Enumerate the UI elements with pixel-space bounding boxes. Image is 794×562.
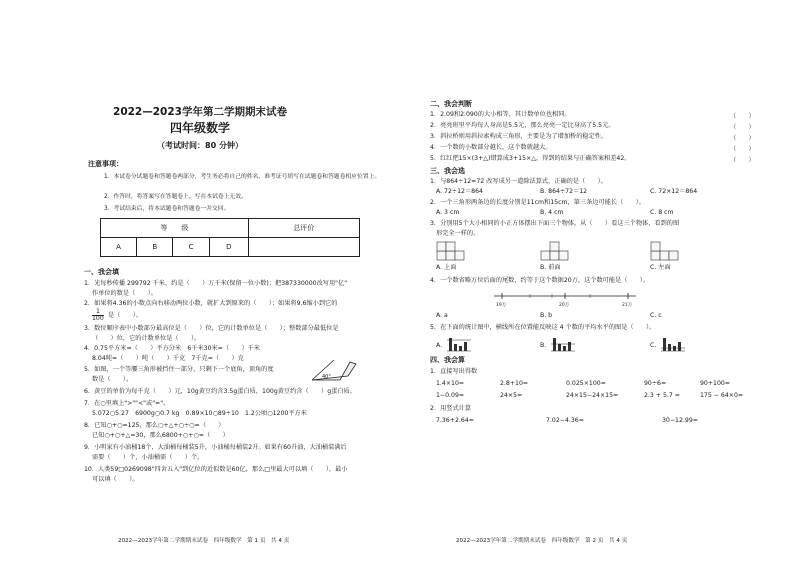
q4-line1: 4．0.75平方米=（ ）平方分米 6千米30米=（ ）千米 <box>84 345 261 352</box>
q7-line2: 5.072○5.27 6900g○0.7 kg 0.89×10○89÷10 1.2公顷○1200平方米 <box>92 410 307 417</box>
q3-line2: （ ）位，它的计数单位是（ ）。 <box>92 335 201 342</box>
q1-line2: 作单位的数是（ ）。 <box>92 290 157 297</box>
grade-a: A <box>101 238 137 257</box>
q3-line1: 3．数位顺序表中小数部分最高位是（ ）位，它的计数单位是（ ）；整数部分最低位是 <box>84 325 339 332</box>
notes-title: 注意事项： <box>88 160 123 168</box>
choice-5-c[interactable]: C. <box>650 342 657 349</box>
tick-19: 19万 <box>496 303 507 308</box>
choice-5: 5．在下面的统计图中，横线所在位置能反映这 4 个数的平均水平的图是（ ）。 <box>430 324 656 331</box>
calc-r2-c5: 175 − 64×0= <box>700 392 744 399</box>
grade-table <box>100 218 360 257</box>
judge-2-mark[interactable]: （ ） <box>730 124 755 131</box>
calc-r2-c3: 24×15−24×15= <box>566 392 619 399</box>
q1-line1: 1．光每秒传播 299792 千米，约是（ ）万千米(保留一位小数)；把387330000改写用"亿" <box>84 280 348 287</box>
choice-5-a[interactable]: A. <box>436 342 443 349</box>
choice-1-c[interactable]: C. 72×12＝864 <box>650 188 698 195</box>
q7-line1: 7．在○里填上">""<"或"="。 <box>84 400 170 407</box>
calc-r1-c2: 2.8+10= <box>500 380 529 387</box>
q5-line2: 数是（ ）。 <box>92 376 133 383</box>
choice-3-c[interactable]: C. 左面 <box>650 264 671 271</box>
choice-2-b[interactable]: B. 4 cm <box>540 209 564 216</box>
q9-line1: 9．小明家有小油桶18个，大油桶每桶装5升，小油桶每桶装2升。如果有60升油，大油桶装满后 <box>84 444 347 451</box>
q6: 6．黄豆的单价为每千克（ ）元，10g黄豆约含3.5g蛋白质，100g黄豆约含（ ）g蛋白质。 <box>84 388 356 395</box>
grade-c: C <box>173 238 210 257</box>
choice-5-b[interactable]: B. <box>540 342 547 349</box>
section-choose: 三、我会选 <box>430 167 465 175</box>
note-3: 3．考试结束后，将本试题卷和答题卷一并交回。 <box>104 206 230 212</box>
exam-time: （考试时间：80 分钟） <box>157 141 243 150</box>
q2-line2: 是（ ）。 <box>108 312 143 319</box>
q10-line2: 可以填（ ）。 <box>92 476 139 483</box>
judge-1: 1．2.09和2.090的大小相等，其计数单位也相同。 <box>430 111 571 118</box>
note-1: 1．本试卷分试题卷和答题卷两部分，考生务必将自己的姓名、准考证号填写在试题卷和答题卷相应位置上。 <box>104 174 381 180</box>
choice-3-line2: 形完全一样的。 <box>436 230 480 237</box>
bar-chart-b <box>550 334 576 352</box>
exam-title: 2022—2023学年第二学期期末试卷 <box>113 106 287 118</box>
judge-5-mark[interactable]: （ ） <box>730 157 755 164</box>
vertical-2: 7.02−4.36= <box>546 417 584 424</box>
grade-b: B <box>137 238 173 257</box>
choice-1: 1．与864÷12=72 改写成另一道除法算式，正确的是（ ）。 <box>430 178 607 185</box>
choice-4-a[interactable]: A. a <box>436 312 448 319</box>
grade-header: 等 级 <box>101 219 249 238</box>
choice-2-c[interactable]: C. 8 cm <box>650 209 674 216</box>
q2-fraction <box>92 309 104 322</box>
fraction-numerator: 1 <box>95 308 100 315</box>
total-cell[interactable] <box>248 238 359 257</box>
judge-1-mark[interactable]: （ ） <box>730 113 755 120</box>
right-page <box>400 0 794 562</box>
calc-direct-title: 1．直接写出得数 <box>430 368 478 375</box>
judge-2: 2．亮亮班里平均每人身高是5.5元，那么亮亮一定比身高了5.5元。 <box>430 122 615 129</box>
grade-d: D <box>209 238 248 257</box>
calc-r1-c5: 90+100= <box>700 380 731 387</box>
section-fill: 一、我会填 <box>84 268 119 276</box>
vertical-3: 30−12.99= <box>662 417 698 424</box>
cubes-figure-3 <box>650 240 680 262</box>
judge-3-mark[interactable]: （ ） <box>730 135 755 142</box>
number-line <box>490 288 640 308</box>
note-2: 2．作答时，将答案写在答题卷上，写在本试卷上无效。 <box>104 194 247 200</box>
calc-r2-c1: 1−0.09= <box>436 392 465 399</box>
judge-4-mark[interactable]: （ ） <box>730 146 755 153</box>
choice-1-a[interactable]: A. 72÷12＝864 <box>436 188 483 195</box>
calc-r1-c1: 1.4×10= <box>436 380 465 387</box>
q8-line1: 8．已知○+○=125，那么○+△+○÷○=（ ） <box>84 422 225 429</box>
q9-line2: 需要（ ）个，小油桶需（ ）个。 <box>92 454 204 461</box>
calc-r2-c2: 24×5= <box>500 392 523 399</box>
angle-label: 40° <box>322 374 331 380</box>
section-calc: 四、我会算 <box>430 356 465 364</box>
choice-4-c[interactable]: C. c <box>650 312 662 319</box>
fraction-denominator: 100 <box>92 315 104 322</box>
judge-3: 3．斜拉桥则用斜拉索构成三角形，主要是为了增加桥的稳定性。 <box>430 133 608 140</box>
choice-3-line1: 3．分别用5个大小相同的小正方体摆出下面三个物体，从（ ）看这三个物体，看到的图 <box>430 220 680 227</box>
choice-2-a[interactable]: A. 3 cm <box>436 209 460 216</box>
calc-r1-c3: 0.025×100= <box>566 380 606 387</box>
subject-title: 四年级数学 <box>169 121 230 135</box>
choice-3-b[interactable]: B. 前面 <box>540 264 561 271</box>
vertical-1: 7.36+2.64= <box>436 417 474 424</box>
tick-20: 20万 <box>559 303 570 308</box>
bar-chart-a <box>446 334 472 352</box>
cubes-figure-2 <box>540 240 570 262</box>
choice-3-a[interactable]: A. 上面 <box>436 264 457 271</box>
judge-4: 4．一个数的小数部分越长，这个数就越大。 <box>430 144 552 151</box>
cubes-figure-1 <box>436 240 466 262</box>
q4-line2: 8.04吨=（ ）吨（ ）千克 7千克=（ ）克 <box>92 355 244 362</box>
choice-4-b[interactable]: B. b <box>540 312 553 319</box>
tick-21: 21万 <box>622 303 633 308</box>
calc-r2-c4: 2.3 + 5.7 = <box>644 392 680 399</box>
triangle-figure <box>310 356 358 382</box>
q5-line1: 5．如图，一个等腰三角形被挡住一部分，只剩下一个底角，顶角的度 <box>84 366 274 373</box>
left-footer: 2022—2023学年第二学期期末试卷 四年级数学 第 1 页 共 4 页 <box>118 538 290 544</box>
q8-line2: 已知○+○+△=30，那么6800+○+○=（ ） <box>92 432 229 439</box>
calc-vertical-title: 2．用竖式计算 <box>430 405 472 412</box>
bar-chart-c <box>660 334 686 352</box>
q2-line1: 2．如果将4.36的小数点向右移动两位小数，就扩大到原来的（ ）；如果将9.6缩小到它的 <box>84 300 338 307</box>
right-footer: 2022—2023学年第二学期期末试卷 四年级数学 第 2 页 共 4 页 <box>456 538 628 544</box>
total-header: 总评价 <box>248 219 359 238</box>
calc-r1-c4: 90÷6= <box>644 380 667 387</box>
choice-1-b[interactable]: B. 864÷72＝12 <box>540 188 588 195</box>
judge-5: 5．红红把15×(3+△)错算成3+15×△，得到的结果与正确答案相差42。 <box>430 155 631 162</box>
q10-line1: 10．人类59□0269098"四舍五入"到亿位的近似数是60亿，那么□里最大可以填（ ），最小 <box>84 466 348 473</box>
choice-4: 4．一个数省略万位后面的尾数，约等于这个数据20万，这个数可能是（ ）。 <box>430 277 650 284</box>
choice-2: 2．一个三角形两条边的长度分别是11cm和15cm，第三条边可能长（ ）。 <box>430 199 645 206</box>
section-judge: 二、我会判断 <box>430 100 472 108</box>
